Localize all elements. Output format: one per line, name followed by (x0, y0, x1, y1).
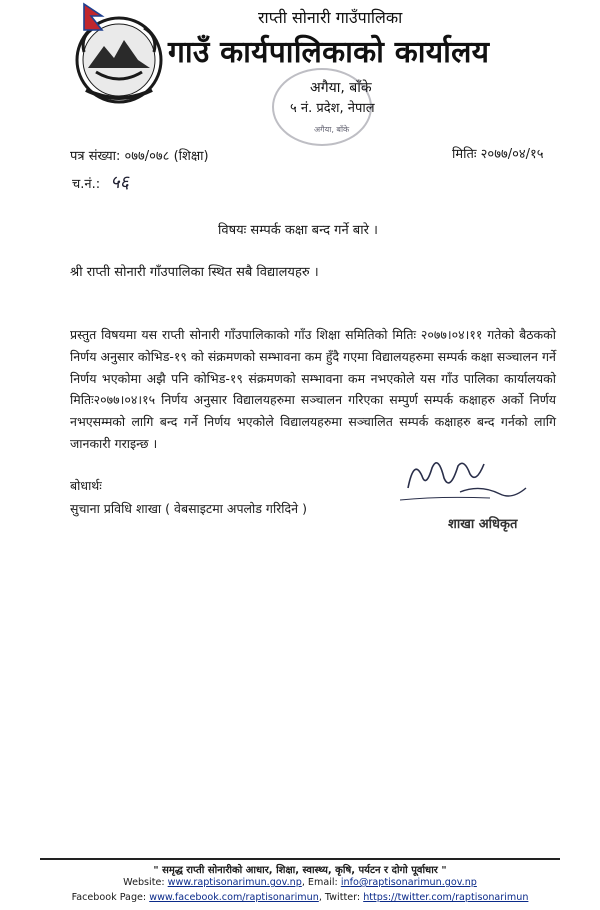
dispatch-label: च.नं.: (72, 177, 101, 192)
cc-item: सुचाना प्रविधि शाखा ( वेबसाइटमा अपलोड गरिदिने ) (70, 501, 307, 516)
footer-social (0, 892, 600, 903)
footer-slogan: " समृद्ध राप्ती सोनारीको आधार, शिक्षा, स्वास्थ्य, कृषि, पर्यटन र दोगो पूर्वाधार " (153, 865, 447, 876)
office-province: ५ नं. प्रदेश, नेपाल (290, 101, 375, 116)
facebook-label: Facebook Page: (71, 892, 150, 903)
seal-text: अगैया, बाँके (314, 125, 350, 134)
website-link[interactable]: www.raptisonarimun.gov.np (167, 877, 302, 888)
footer-contact (0, 877, 600, 888)
letter-body: प्रस्तुत विषयमा यस राप्ती सोनारी गाँउपालिकाको गाँउ शिक्षा समितिको मितिः २०७७।०४।११ गतेको बैठकको निर्णय अनुसार कोभिड-१९ को संक्रमणको सम्भावना कम हुँदै गएमा विद्यालयहरुमा सम्पर्क कक्षा सञ्चालन गर्ने निर्णय भएकोमा अझै पनि कोभिड-१९ संक्रमणको सम्भावना कम नभएकोले यस गाँउ पालिका कार्यालयको मितिः२०७७।०४।१५ निर्णय अनुसार विद्यालयहरुमा सञ्चालन गरिएका सम्पुर्ण सम्पर्क कक्षाहरु अर्को निर्णय नभएसम्मको लागि बन्द गर्ने निर्णय भएकोले विद्यालयहरुमा सञ्चालित सम्पर्क कक्षाहरु बन्द गर्नको लागि जानकारी गराइन्छ । (70, 327, 556, 451)
dispatch-number-row (72, 170, 129, 194)
email-link[interactable]: info@raptisonarimun.gov.np (340, 877, 477, 888)
cc-label: बोधार्थः (70, 478, 102, 493)
signatory-title: शाखा अधिकृत (448, 517, 518, 532)
website-label: Website: (123, 877, 168, 888)
dispatch-number: ५६ (110, 172, 129, 193)
twitter-label: , Twitter: (318, 892, 364, 903)
subject-line: विषयः सम्पर्क कक्षा बन्द गर्ने बारे । (218, 223, 378, 238)
email-label: , Email: (301, 877, 341, 888)
recipient-line: श्री राप्ती सोनारी गाँउपालिका स्थित सबै विद्यालयहरु । (70, 265, 319, 280)
facebook-link[interactable]: www.facebook.com/raptisonarimun (149, 892, 319, 903)
letter-date: मितिः २०७७/०४/१५ (452, 147, 544, 162)
signature-icon (400, 448, 540, 508)
letter-number: पत्र संख्या: ०७७/०७८ (शिक्षा) (70, 149, 209, 164)
nepal-flag-icon (82, 2, 106, 32)
office-location: अगैया, बाँके (310, 80, 372, 96)
twitter-link[interactable]: https://twitter.com/raptisonarimun (363, 892, 529, 903)
municipality-name: राप्ती सोनारी गाउँपालिका (258, 8, 403, 27)
footer-divider (40, 858, 560, 860)
office-title: गाउँ कार्यपालिकाको कार्यालय (168, 35, 490, 70)
